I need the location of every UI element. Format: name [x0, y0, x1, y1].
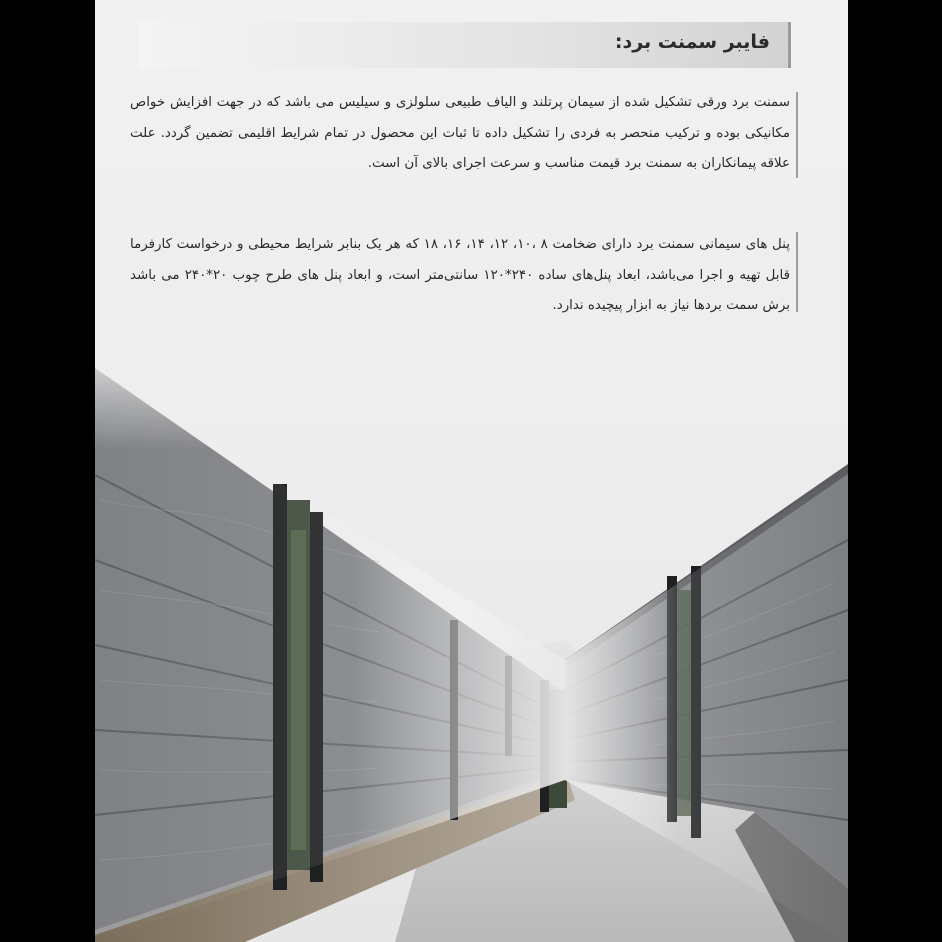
page-title: فایبر سمنت برد:	[614, 31, 770, 53]
document-page	[95, 0, 848, 942]
paragraph-dimensions: پنل های سیمانی سمنت برد دارای ضخامت ۸ ،۱۰، ۱۲، ۱۴، ۱۶، ۱۸ که هر یک بنابر شرایط محیطی و درخواست کارفرما قابل تهیه و اجرا می‌باشد، ابعاد پنل‌های ساده ۲۴۰*۱۲۰ سانتی‌متر است، و ابعاد پنل های طرح چوب ۲۰*۲۴۰ می باشد برش سمت بردها نیاز به ابزار پیچیده ندارد.	[130, 237, 790, 313]
top-fade	[95, 330, 848, 450]
fence-photo	[95, 0, 848, 942]
paragraph-intro: سمنت برد ورقی تشکیل شده از سیمان پرتلند و الیاف طبیعی سلولزی و سیلیس می باشد که در جهت افزایش خواص مکانیکی بوده و ترکیب منحصر به فردی را تشکیل داده تا ثبات این محصول در تمام شرایط اقلیمی تضمین گردد. علت علاقه پیمانکاران به سمنت برد قیمت مناسب و سرعت اجرای بالای آن است.	[130, 95, 790, 171]
